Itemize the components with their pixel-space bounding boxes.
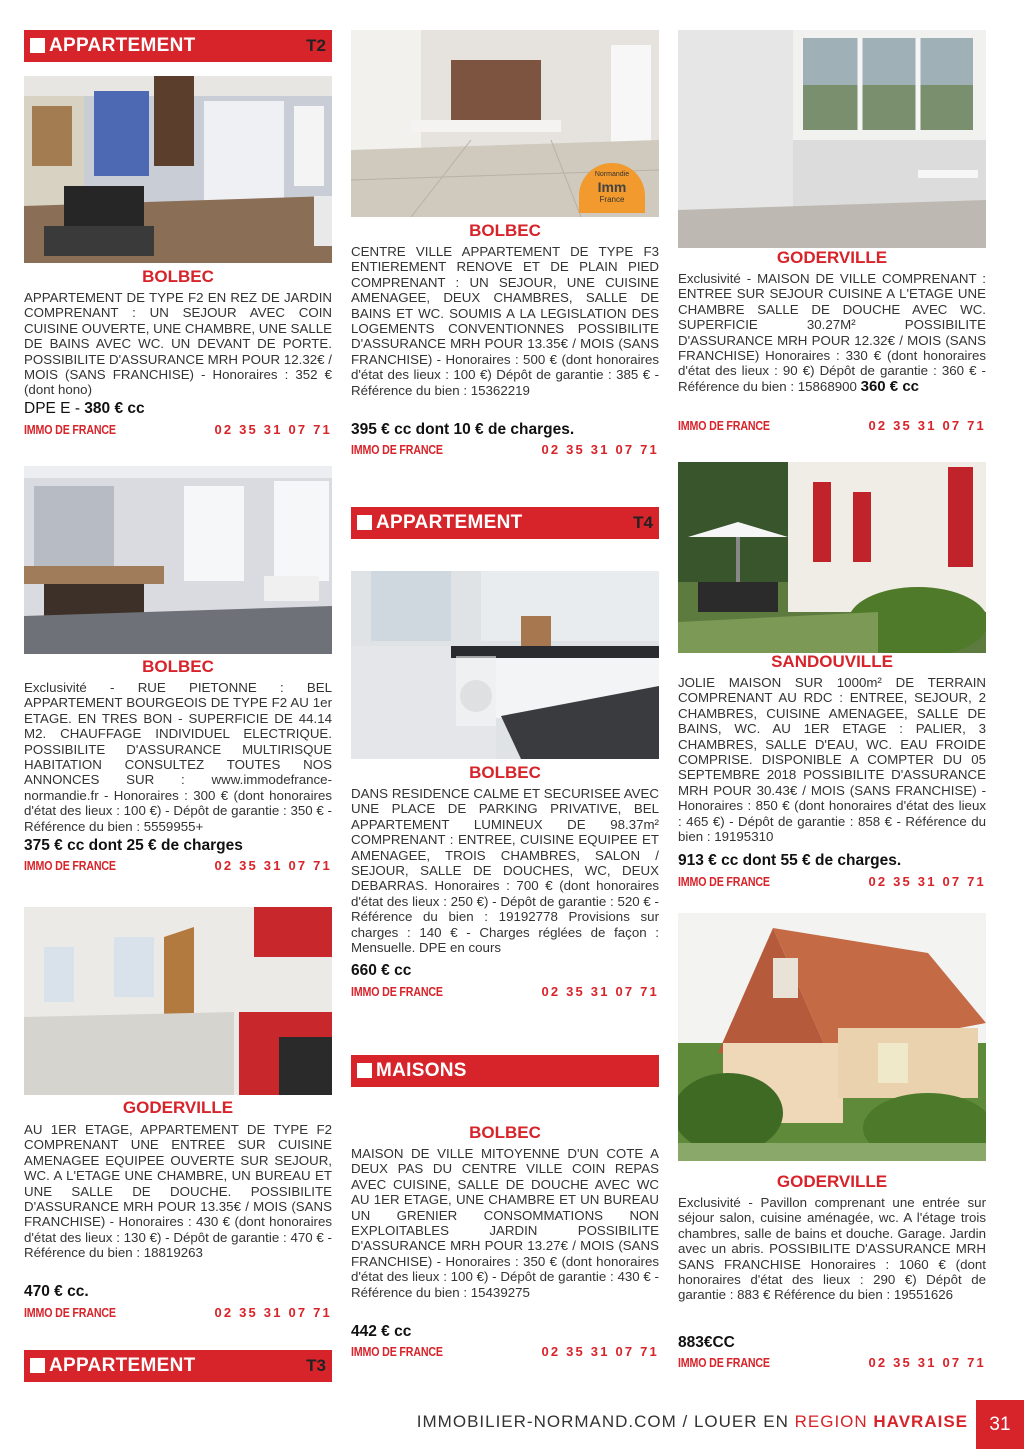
listing-photo-kitchen-stairs[interactable] [24,907,332,1095]
agency-phone[interactable]: 02 35 31 07 71 [214,858,332,873]
listing-city: GODERVILLE [776,248,888,267]
listing-description: CENTRE VILLE APPARTEMENT DE TYPE F3 ENTIEREMENT RENOVE ET DE PLAIN PIED COMPRENANT : UN SEJOUR, UNE CUISINE AMENAGEE, DEUX CHAMBRES, SALLE DE BAINS ET WC. SOUMIS A LA LEGISLATION DES LOGEMENTS CONVENTIONNES POSSIBILITE D'ASSURANCE MRH POUR 13.35€ / MOIS (SANS FRANCHISE) - Honoraires : 500 € (dont honoraires d'état des lieux : 100 €) Dépôt de garantie : 385 € - Référence du bien : 15362219 [351,244,659,398]
listing-price: 395 € cc dont 10 € de charges. [351,421,575,438]
listing-description: APPARTEMENT DE TYPE F2 EN REZ DE JARDIN COMPRENANT : UN SEJOUR AVEC COIN CUISINE OUVERTE, UNE CHAMBRE, UNE SALLE DE BAINS AVEC WC. UN DEVANT DE PORTE. POSSIBILITE D'ASSURANCE MRH POUR 12.32€ / MOIS (SANS FRANCHISE) - Honoraires : 352 € (dont hono) [24,290,332,398]
agency-contact [24,422,332,440]
agency-phone[interactable]: 02 35 31 07 71 [214,1305,332,1320]
listing-city: GODERVILLE [122,1098,234,1117]
agency-name: IMMO DE FRANCE [678,874,770,889]
banner-title: MAISONS [376,1060,467,1081]
agency-name: IMMO DE FRANCE [351,442,443,457]
listing-photo-bourgeois-flat[interactable] [24,466,332,654]
square-icon [30,1358,45,1373]
listing-price: 470 € cc. [24,1283,89,1300]
agency-phone[interactable]: 02 35 31 07 71 [214,422,332,437]
listing-city: BOLBEC [469,763,541,782]
agency-phone[interactable]: 02 35 31 07 71 [541,984,659,999]
listing-photo-garden-house[interactable] [678,462,986,653]
listing-city: BOLBEC [142,657,214,676]
category-banner-maisons [351,1055,659,1087]
listing-price: 442 € cc [351,1323,412,1340]
agency-phone[interactable]: 02 35 31 07 71 [868,1355,986,1370]
description-text: Exclusivité - MAISON DE VILLE COMPRENANT : ENTREE SUR SEJOUR CUISINE A L'ETAGE UNE CHAMBRE SALLE DE DOUCHE AVEC WC. SUPERFICIE 30.27M² POSSIBILITE D'ASSURANCE MRH POUR 12.32€ / MOIS (SANS FRANCHISE) Honoraires : 330 € (dont honoraires d'état des lieux : 90 €) Dépôt de garantie : 360 € - Référence du bien : 15868900 [678,271,986,394]
agency-logo: Normandie Imm France [579,163,645,213]
category-banner-t4 [351,507,659,539]
agency-name: IMMO DE FRANCE [351,1344,443,1359]
listing-city: BOLBEC [469,221,541,240]
listing-description: JOLIE MAISON SUR 1000m² DE TERRAIN COMPRENANT AU RDC : ENTREE, SEJOUR, 2 CHAMBRES, CUISINE AMENAGEE, SALLE DE BAINS, WC. AU 1ER ETAGE : PALIER, 3 CHAMBRES, SALLE D'EAU, WC. EAU FROIDE COMPRISE. DISPONIBLE A COMPTER DU 05 SEPTEMBRE 2018 POSSIBILITE D'ASSURANCE MRH POUR 30.43€ / MOIS (SANS FRANCHISE) - Honoraires : 850 € (dont honoraires d'état des lieux : 465 €) - Dépôt de garantie : 858 € - Référence du bien : 19195310 [678,675,986,845]
agency-phone[interactable]: 02 35 31 07 71 [541,1344,659,1359]
listing-photo-pavilion[interactable] [678,913,986,1161]
agency-phone[interactable]: 02 35 31 07 71 [868,418,986,433]
agency-name: IMMO DE FRANCE [24,858,116,873]
page-number: 31 [976,1400,1024,1449]
listing-description: Exclusivité - Pavillon comprenant une entrée sur séjour salon, cuisine aménagée, wc. A l'étage trois chambres, salle de bains et douche. Garage. Jardin avec un abris. POSSIBILITE D'ASSURANCE MRH SANS FRANCHISE Honoraires : 1060 € (dont honoraires d'état des lieux : 290 €) Dépôt de garantie : 883 € Référence du bien : 19551626 [678,1195,986,1303]
listing-photo-renovated-flat[interactable] [351,30,659,217]
page-footer [0,1412,968,1432]
listing-photo-living-room[interactable] [24,76,332,263]
agency-contact [351,1344,659,1362]
footer-louer: LOUER EN [693,1412,795,1431]
agency-contact [24,1305,332,1323]
banner-title: APPARTEMENT [376,512,523,533]
agency-name: IMMO DE FRANCE [351,984,443,999]
listing-price [24,400,145,418]
listing-description: AU 1ER ETAGE, APPARTEMENT DE TYPE F2 COMPRENANT UNE ENTREE SUR CUISINE AMENAGEE EQUIPEE OUVERTE SUR SEJOUR, WC. A L'ETAGE UNE CHAMBRE, UN BUREAU ET UNE SALLE DE DOUCHE. POSSIBILITE D'ASSURANCE MRH POUR 13.35€ / MOIS (SANS FRANCHISE) - Honoraires : 430 € (dont honoraires d'état des lieux : 130 €) - Dépôt de garantie : 470 € - Référence du bien : 18819263 [24,1122,332,1261]
listing-price: 375 € cc dont 25 € de charges [24,837,243,854]
listing-price: 660 € cc [351,962,412,979]
listing-city: GODERVILLE [776,1172,888,1191]
listing-description: DANS RESIDENCE CALME ET SECURISEE AVEC UNE PLACE DE PARKING PRIVATIVE, BEL APPARTEMENT LUMINEUX DE 98.37m² COMPRENANT : ENTREE, CUISINE EQUIPEE ET AMENAGEE, TROIS CHAMBRES, SALON / SEJOUR, SALLE DE DOUCHES, WC, DEUX DEBARRAS. Honoraires : 700 € (dont honoraires d'état des lieux : 250 €) - Dépôt de garantie : 520 € - Référence du bien : 19192778 Provisions sur charges : 140 € - Charges réglées de façon : Mensuelle. DPE en cours [351,786,659,956]
agency-phone[interactable]: 02 35 31 07 71 [541,442,659,457]
agency-phone[interactable]: 02 35 31 07 71 [868,874,986,889]
agency-name: IMMO DE FRANCE [24,422,116,437]
banner-code: T4 [633,513,653,532]
category-banner-t2 [24,30,332,62]
listing-city: SANDOUVILLE [771,652,893,671]
price-value: 380 € cc [84,400,145,417]
footer-separator: / [676,1412,694,1431]
banner-title: APPARTEMENT [49,35,196,56]
banner-code: T3 [306,1356,326,1375]
listing-price: 883€CC [678,1334,735,1351]
agency-name: IMMO DE FRANCE [678,1355,770,1370]
square-icon [30,38,45,53]
agency-contact [678,874,986,892]
listing-price: 360 € cc [860,377,919,395]
dpe-label: DPE E - [24,400,85,417]
listing-description: MAISON DE VILLE MITOYENNE D'UN COTE A DEUX PAS DU CENTRE VILLE COIN REPAS AVEC CUISINE, SALLE DE DOUCHE AVEC WC AU 1ER ETAGE, UNE CHAMBRE ET UN BUREAU UN GRENIER CONSOMMATIONS NON EXPLOITABLES JARDIN POSSIBILITE D'ASSURANCE MRH POUR 13.27€ / MOIS (SANS FRANCHISE) - Honoraires : 350 € (dont honoraires d'état des lieux : 100 €) - Dépôt de garantie : 430 € - Référence du bien : 15439275 [351,1146,659,1300]
listing-description: Exclusivité - RUE PIETONNE : BEL APPARTEMENT BOURGEOIS DE TYPE F2 AU 1er ETAGE. EN TRES BON - SUPERFICIE DE 44.14 M2. CHAUFFAGE INDIVIDUEL ELECTRIQUE. POSSIBILITE D'ASSURANCE MULTIRISQUE HABITATION CONSULTEZ TOUTES NOS ANNONCES SUR : www.immodefrance-normandie.fr - Honoraires : 300 € (dont honoraires d'état des lieux : 100 €) - Dépôt de garantie : 350 € - Référence du bien : 5559955+ [24,680,332,834]
listing-photo-fitted-kitchen[interactable] [351,571,659,759]
agency-contact [678,418,986,436]
banner-code: T2 [306,36,326,55]
agency-contact [678,1355,986,1373]
square-icon [357,515,372,530]
listing-description [678,271,986,394]
footer-havraise: HAVRAISE [873,1412,968,1431]
listing-price: 913 € cc dont 55 € de charges. [678,852,902,869]
banner-title: APPARTEMENT [49,1355,196,1376]
agency-name: IMMO DE FRANCE [24,1305,116,1320]
footer-region: REGION [794,1412,874,1431]
listing-city: BOLBEC [469,1123,541,1142]
square-icon [357,1063,372,1078]
footer-site-link[interactable]: IMMOBILIER-NORMAND.COM [416,1412,677,1431]
listing-photo-town-house[interactable] [678,30,986,248]
agency-contact [24,858,332,876]
agency-contact [351,442,659,460]
listing-city: BOLBEC [142,267,214,286]
category-banner-t3 [24,1350,332,1382]
agency-contact [351,984,659,1002]
agency-name: IMMO DE FRANCE [678,418,770,433]
